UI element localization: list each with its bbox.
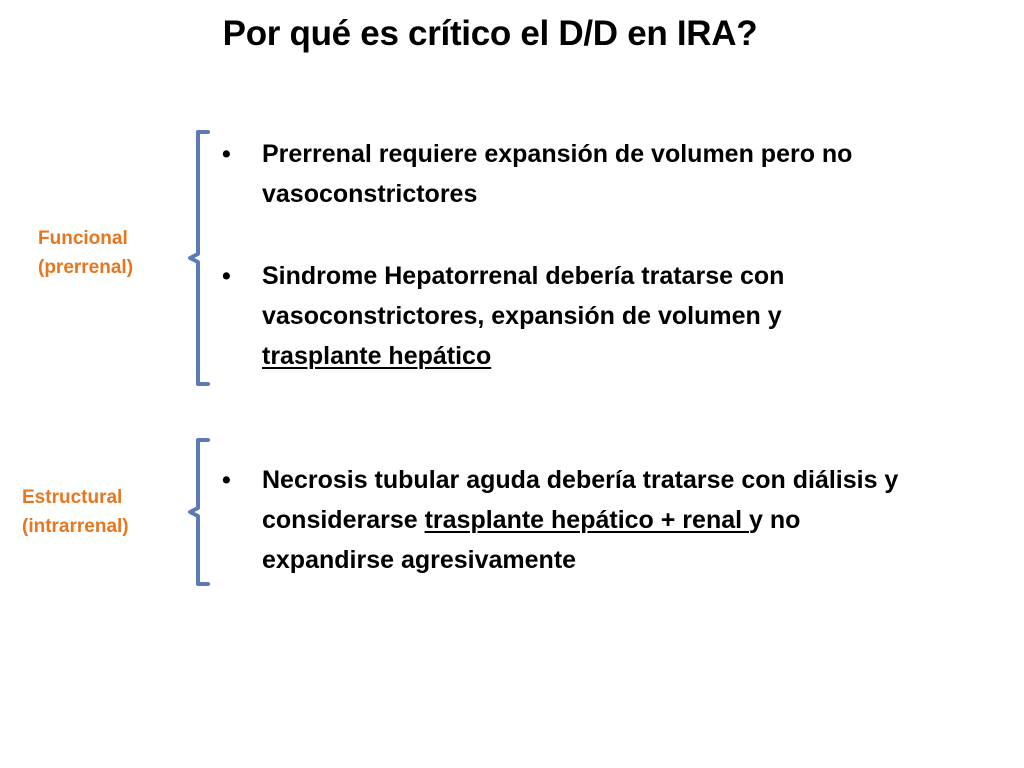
bullet-text-line: expandirse agresivamente	[262, 546, 577, 574]
bullet-item	[222, 256, 1002, 376]
left-brace-icon	[186, 128, 216, 388]
bullet-text-line: Sindrome Hepatorrenal debería tratarse con	[262, 262, 785, 290]
bullet-icon: •	[222, 466, 231, 494]
bullet-text-segment: y no	[749, 506, 801, 534]
group-label-line: (prerrenal)	[38, 257, 134, 278]
bullet-list-funcional	[222, 134, 1002, 376]
bullet-list-estructural	[222, 460, 1022, 580]
bullet-item	[222, 460, 1022, 580]
underlined-text: trasplante hepático + renal	[424, 506, 750, 534]
bullet-text-line: Necrosis tubular aguda debería tratarse con diálisis y	[262, 466, 899, 494]
underlined-text: trasplante hepático	[262, 342, 492, 370]
bullet-icon: •	[222, 140, 231, 168]
bullet-text-line: vasoconstrictores, expansión de volumen y	[262, 302, 782, 330]
slide-title: Por qué es crítico el D/D en IRA?	[222, 14, 758, 53]
bullet-icon: •	[222, 262, 231, 290]
group-label-line: Funcional	[38, 228, 128, 249]
bullet-item	[222, 134, 1002, 214]
bullet-text-line: Prerrenal requiere expansión de volumen pero no	[262, 140, 853, 168]
group-label-estructural	[22, 483, 129, 541]
bullet-text-line: vasoconstrictores	[262, 180, 478, 208]
left-brace-icon	[186, 436, 216, 588]
group-label-line: (intrarrenal)	[22, 516, 129, 537]
bullet-text-segment: considerarse	[262, 506, 425, 534]
group-label-funcional	[38, 224, 133, 282]
group-label-line: Estructural	[22, 487, 123, 508]
